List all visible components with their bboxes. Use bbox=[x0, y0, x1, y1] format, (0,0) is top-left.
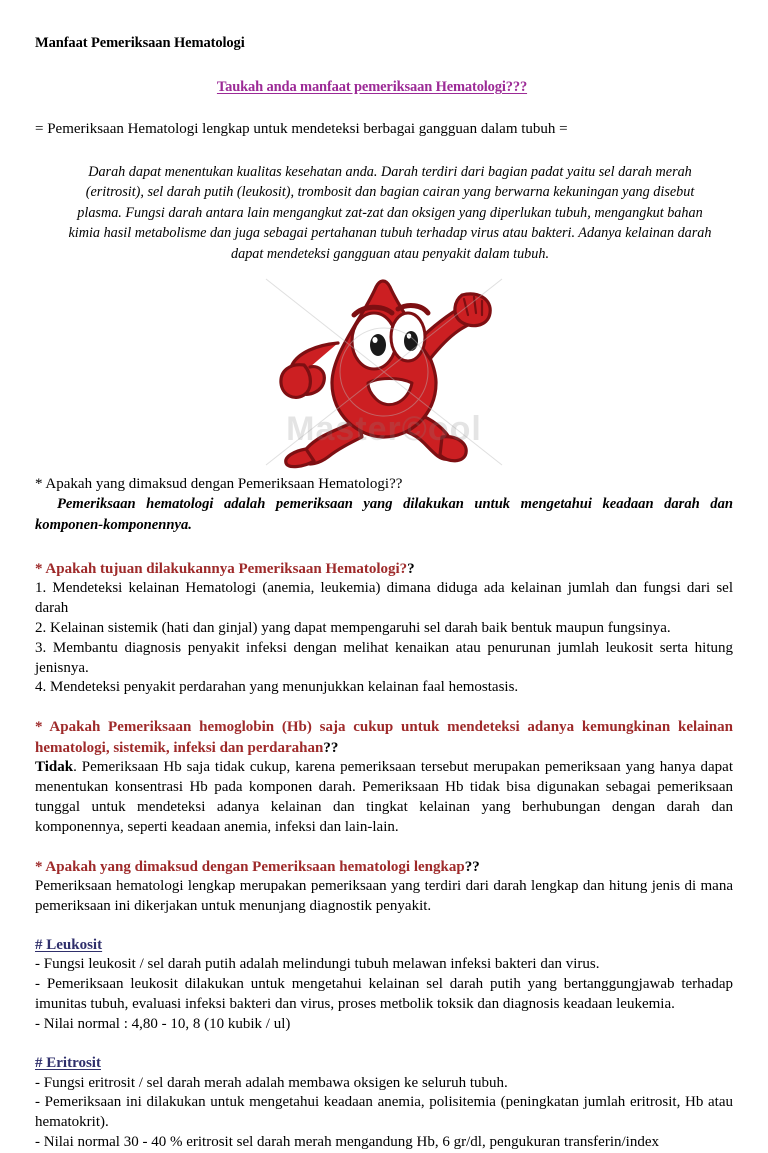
answer-hemoglobin-rest: . Pemeriksaan Hb saja tidak cukup, karena pemeriksaan tersebut merupakan pemeriksaan yang hanya dapat menentukan konsentrasi Hb pada komponen darah. Pemeriksaan Hb tidak bisa digunakan sebagai pemeriksaan tunggal untuk mendeteksi adanya kelainan dan tingkat kelainan yang berhubungan dengan darah dan komponennya, seperti keadaan anemia, infeksi dan lain-lain. bbox=[35, 758, 733, 835]
eritrosit-line-3-clipped: - Nilai normal 30 - 40 % eritrosit sel darah merah mengandung Hb, 6 gr/dl, pengukuran transferin/index bbox=[35, 1134, 659, 1151]
answer-pemeriksaan-hematologi: Pemeriksaan hematologi adalah pemeriksaan yang dilakukan untuk mengetahui keadaan darah dan komponen-komponennya. bbox=[35, 496, 733, 533]
answer-hemoglobin bbox=[35, 758, 733, 838]
section-heading-eritrosit-text: # Eritrosit bbox=[35, 1055, 101, 1072]
eritrosit-line-1: - Fungsi eritrosit / sel darah merah adalah membawa oksigen ke seluruh tubuh. bbox=[35, 1074, 508, 1091]
question-hemoglobin-cukup bbox=[35, 717, 733, 758]
intro-paragraph: Darah dapat menentukan kualitas kesehatan anda. Darah terdiri dari bagian padat yaitu sel darah merah (eritrosit), sel darah putih (leukosit), trombosit dan bagian cairan yang berwarna kekuningan yang disebut plasma. Fungsi darah antara lain mengangkut zat-zat dan oksigen yang diperlukan tubuh, mengangkut bahan kimia hasil metabolisme dan juga sebagai pertahanan tubuh terhadap virus atau bakteri. Adanya kelainan darah dapat mendeteksi gangguan atau penyakit dalam tubuh. bbox=[68, 163, 712, 262]
tujuan-item-3: 3. Membantu diagnosis penyakit infeksi dengan melihat kenaikan atau penurunan jumlah leukosit serta hitung jenisnya. bbox=[35, 639, 733, 676]
question-tujuan-tail: ? bbox=[407, 560, 415, 577]
blood-drop-illustration bbox=[35, 271, 733, 475]
tujuan-item-1: 1. Mendeteksi kelainan Hematologi (anemia, leukemia) dimana diduga ada kelainan jumlah dan fungsi dari sel darah bbox=[35, 579, 733, 616]
question-hemoglobin-tail: ?? bbox=[323, 739, 339, 756]
question-tujuan-pemeriksaan bbox=[35, 559, 733, 579]
question-pemeriksaan-hematologi: * Apakah yang dimaksud dengan Pemeriksaan Hematologi?? bbox=[35, 475, 403, 492]
leukosit-line-1: - Fungsi leukosit / sel darah putih adalah melindungi tubuh melawan infeksi bakteri dan virus. bbox=[35, 956, 600, 973]
answer-hematologi-lengkap: Pemeriksaan hematologi lengkap merupakan pemeriksaan yang terdiri dari darah lengkap dan hitung jenis di mana pemeriksaan ini dikerjakan untuk menunjang diagnostik penyakit. bbox=[35, 877, 733, 914]
page-title: Manfaat Pemeriksaan Hematologi bbox=[35, 35, 245, 51]
section-heading-leukosit bbox=[35, 936, 733, 956]
question-tujuan-text: * Apakah tujuan dilakukannya Pemeriksaan Hematologi? bbox=[35, 560, 408, 577]
tujuan-item-2: 2. Kelainan sistemik (hati dan ginjal) yang dapat mempengaruhi sel darah baik bentuk maupun fungsinya. bbox=[35, 619, 671, 636]
subtitle-container bbox=[35, 78, 733, 96]
question-hemoglobin-text: * Apakah Pemeriksaan hemoglobin (Hb) saja cukup untuk mendeteksi adanya kemungkinan kelainan hematologi, sistemik, infeksi dan perdarahan bbox=[35, 719, 733, 756]
document-subtitle: Taukah anda manfaat pemeriksaan Hematologi??? bbox=[216, 79, 528, 96]
question-lengkap-tail: ?? bbox=[464, 858, 480, 875]
eritrosit-line-2: - Pemeriksaan ini dilakukan untuk mengetahui keadaan anemia, polisitemia (peningkatan jumlah eritrosit, Hb atau hematokrit). bbox=[35, 1094, 733, 1131]
blood-drop-mascot-icon bbox=[266, 279, 502, 465]
image-watermark: Master©ool bbox=[286, 409, 482, 448]
tujuan-item-4: 4. Mendeteksi penyakit perdarahan yang menunjukkan kelainan faal hemostasis. bbox=[35, 679, 519, 696]
answer-hemoglobin-lead: Tidak bbox=[35, 758, 74, 775]
leukosit-line-2: - Pemeriksaan leukosit dilakukan untuk mengetahui kelainan sel darah putih yang bertanggungjawab terhadap imunitas tubuh, evaluasi infeksi bakteri dan virus, proses metbolik toksik dan diagnosis keadaan leukemia. bbox=[35, 976, 733, 1013]
question-hematologi-lengkap bbox=[35, 857, 733, 877]
leukosit-line-3: - Nilai normal : 4,80 - 10, 8 (10 kubik / ul) bbox=[35, 1016, 291, 1033]
lead-line: = Pemeriksaan Hematologi lengkap untuk mendeteksi berbagai gangguan dalam tubuh = bbox=[35, 121, 568, 138]
section-heading-leukosit-text: # Leukosit bbox=[35, 936, 103, 953]
section-heading-eritrosit bbox=[35, 1054, 733, 1074]
question-lengkap-text: * Apakah yang dimaksud dengan Pemeriksaan hematologi lengkap bbox=[35, 858, 465, 875]
